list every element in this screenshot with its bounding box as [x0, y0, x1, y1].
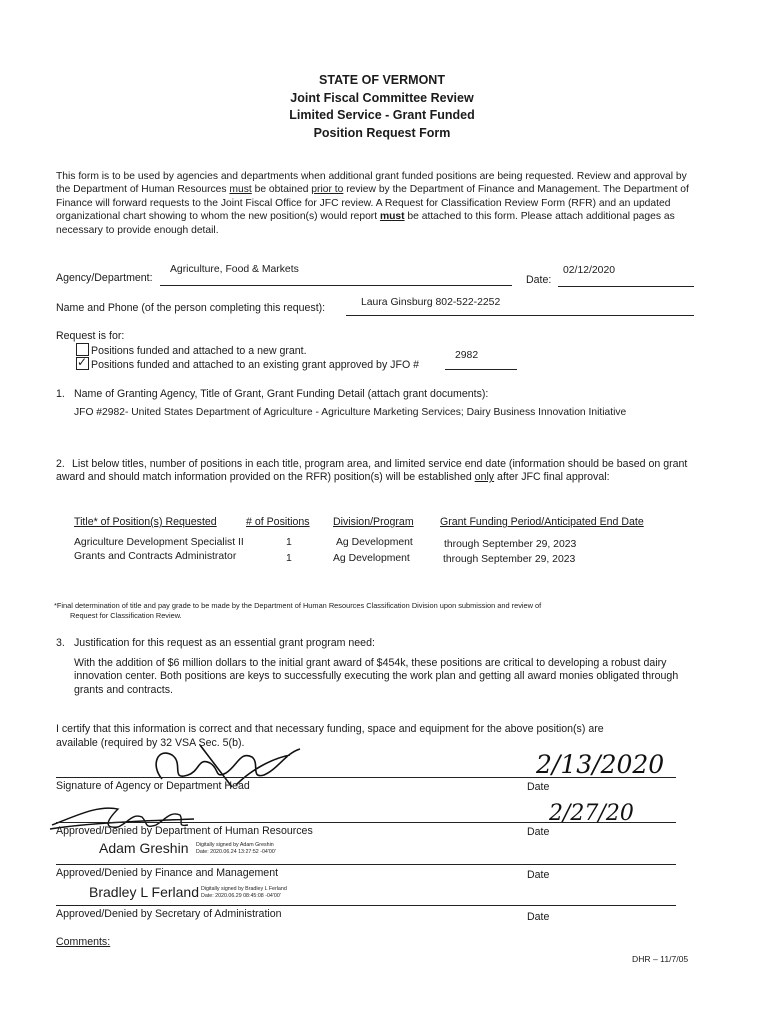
agency-field[interactable] [160, 285, 512, 286]
row1-title: Agriculture Development Specialist II [74, 537, 244, 548]
intro-paragraph [56, 170, 701, 237]
intro-text-4: be attached to this form. Please attach additional pages as necessary to provide enough detail. [56, 211, 675, 236]
table-header-division: Division/Program [333, 516, 414, 528]
name-phone-value: Laura Ginsburg 802-522-2252 [361, 297, 501, 308]
comments-label: Comments: [56, 936, 111, 948]
row2-title: Grants and Contracts Administrator [74, 551, 237, 562]
title-limited-service: Limited Service - Grant Funded [289, 108, 475, 122]
agency-label: Agency/Department: [56, 272, 153, 284]
date-label: Date: [526, 274, 552, 286]
date-value: 02/12/2020 [563, 265, 616, 276]
date-field[interactable] [558, 286, 694, 287]
q3-number: 3. [56, 637, 65, 649]
request-option-new-grant[interactable] [76, 343, 307, 357]
title-form-name: Position Request Form [313, 125, 451, 140]
intro-text-3: review by the Department of Finance and Management. The Department of Finance will forward requests to the Joint Fiscal Office for JFC review. A Request for Classification Review Form (RFR) and an updated organizational chart showing to whom the new position(s) would report [56, 184, 689, 223]
finance-signature-label: Approved/Denied by Finance and Management [56, 867, 279, 879]
finance-digital-note-2: Date: 2020.06.29 08:45:08 -04'00' [201, 893, 281, 899]
q2-text-a: List below titles, number of positions in each title, program area, and limited service end date (information should be based on grant award and should match information provided on the RFR) position(s) will be established [56, 458, 688, 484]
q2-number: 2. [56, 458, 65, 470]
intro-prior-to: prior to [311, 184, 344, 196]
form-title [0, 72, 770, 142]
table-header-title: Title* of Position(s) Requested [74, 516, 217, 528]
secretary-signature-line[interactable] [56, 905, 676, 906]
q1-number: 1. [56, 388, 65, 400]
checkbox-existing-grant[interactable] [76, 357, 89, 370]
form-code: DHR – 11/7/05 [632, 954, 689, 964]
agency-head-signature-label: Signature of Agency or Department Head [56, 780, 250, 792]
q2-only: only [474, 471, 495, 484]
title-state: STATE OF VERMONT [319, 73, 445, 87]
row1-period: through September 29, 2023 [444, 539, 577, 550]
intro-text-2: be obtained [251, 184, 312, 196]
row2-period: through September 29, 2023 [443, 554, 576, 565]
table-header-period: Grant Funding Period/Anticipated End Date [440, 516, 644, 528]
title-committee: Joint Fiscal Committee Review [290, 90, 474, 105]
row1-division: Ag Development [336, 537, 413, 548]
certify-line-1: I certify that this information is correct and that necessary funding, space and equipment for the above position(s) are [56, 723, 604, 735]
finance-digital-signer: Bradley L Ferland [89, 884, 199, 900]
row1-count: 1 [286, 537, 292, 548]
request-option-new-grant-text: Positions funded and attached to a new grant. [91, 345, 307, 357]
finance-digital-note-1: Digitally signed by Bradley L Ferland [201, 886, 287, 892]
agency-head-date-label: Date [527, 781, 550, 793]
intro-must: must [229, 184, 252, 196]
agency-value: Agriculture, Food & Markets [170, 264, 299, 275]
footnote-line-2: Request for Classification Review. [70, 611, 182, 620]
secretary-date-label: Date [527, 911, 550, 923]
jfo-number-field[interactable] [445, 369, 517, 370]
q3-answer: With the addition of $6 million dollars to the initial grant award of $454k, these positions are critical to developing a robust dairy innovation center. Both positions are keys to successfully executing the work plan and getting all award monies obligated through grants and contracts. [74, 657, 679, 696]
finance-signature-line[interactable] [56, 864, 676, 865]
intro-text-1: This form is to be used by agencies and departments when additional grant funded positions are being requested. Review and approval by the Department of Human Resources [56, 171, 687, 196]
certify-line-2: available (required by 32 VSA Sec. 5(b). [56, 737, 245, 749]
request-label: Request is for: [56, 330, 125, 342]
hr-date-label: Date [527, 826, 550, 838]
jfo-number-value: 2982 [455, 350, 479, 361]
secretary-signature-label: Approved/Denied by Secretary of Administration [56, 908, 282, 920]
request-option-existing-grant[interactable] [76, 357, 419, 371]
hr-digital-note-1: Digitally signed by Adam Greshin [196, 842, 274, 848]
request-option-existing-grant-text: Positions funded and attached to an existing grant approved by JFO # [91, 359, 420, 371]
q3-question: Justification for this request as an essential grant program need: [74, 637, 375, 649]
agency-head-date-value: 2/13/2020 [536, 750, 665, 779]
hr-signature-label: Approved/Denied by Department of Human Resources [56, 825, 313, 837]
hr-digital-signer: Adam Greshin [99, 840, 189, 856]
hr-date-value: 2/27/20 [549, 801, 634, 826]
name-phone-label: Name and Phone (of the person completing this request): [56, 302, 326, 314]
q1-question: Name of Granting Agency, Title of Grant, Grant Funding Detail (attach grant documents): [74, 388, 489, 400]
q1-answer: JFO #2982- United States Department of Agriculture - Agriculture Marketing Services; Dairy Business Innovation Initiative [74, 407, 627, 418]
q2-text-b: after JFC final approval: [494, 471, 610, 484]
hr-digital-note-2: Date: 2020.06.24 13:27:52 -04'00' [196, 849, 276, 855]
name-phone-field[interactable] [346, 315, 694, 316]
footnote-line-1: *Final determination of title and pay grade to be made by the Department of Human Resources Classification Division upon submission and review of [54, 601, 542, 610]
intro-must-2: must [379, 211, 405, 223]
row2-division: Ag Development [333, 553, 410, 564]
q2-question [56, 458, 691, 485]
table-header-count: # of Positions [246, 516, 310, 528]
row2-count: 1 [286, 553, 292, 564]
finance-date-label: Date [527, 869, 550, 881]
